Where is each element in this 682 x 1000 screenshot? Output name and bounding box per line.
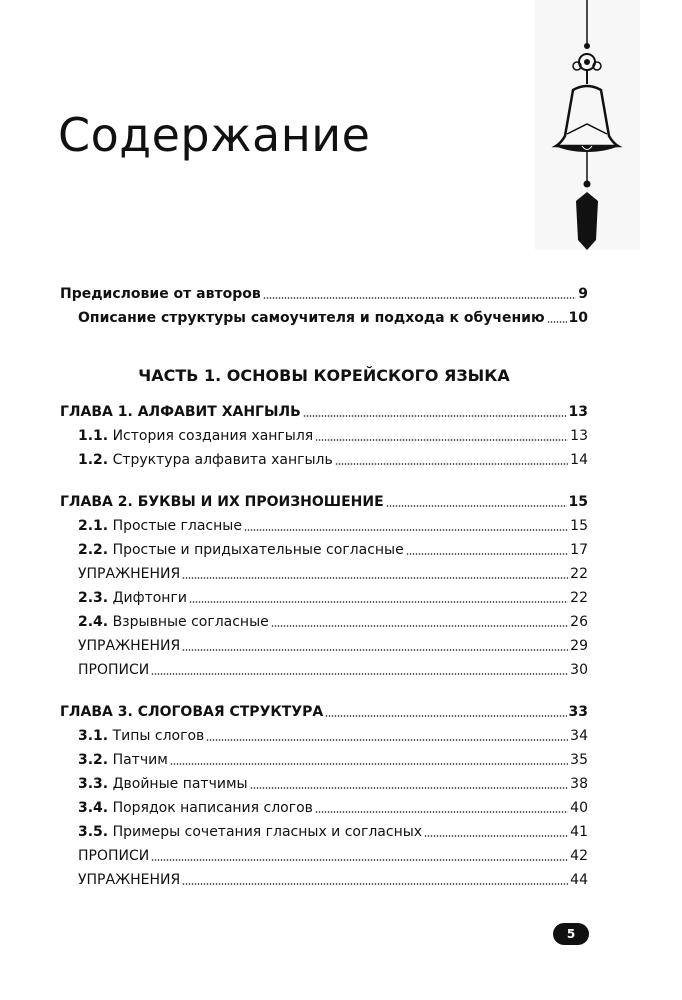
toc-entry-label xyxy=(78,514,242,538)
toc-entry-label xyxy=(78,634,180,658)
toc-entry-label: ГЛАВА 1. АЛФАВИТ ХАНГЫЛЬ xyxy=(60,404,301,420)
dot-leader xyxy=(189,601,568,603)
toc-section-entry[interactable] xyxy=(60,610,588,634)
section-title: УПРАЖНЕНИЯ xyxy=(78,566,181,582)
toc-chapter-entry[interactable] xyxy=(60,400,588,424)
section-number: 3.2. xyxy=(78,752,109,768)
toc-entry-label xyxy=(78,658,149,682)
toc-section-entry[interactable] xyxy=(60,868,588,892)
toc-page-number: 42 xyxy=(570,848,588,864)
part-heading: ЧАСТЬ 1. ОСНОВЫ КОРЕЙСКОГО ЯЗЫКА xyxy=(138,366,510,385)
toc-section-entry[interactable] xyxy=(60,634,588,658)
toc-page-number: 22 xyxy=(570,590,588,606)
dot-leader xyxy=(303,415,567,417)
toc-entry-label xyxy=(78,844,149,868)
toc-page-number: 41 xyxy=(570,824,588,840)
toc-entry-label: ГЛАВА 2. БУКВЫ И ИХ ПРОИЗНОШЕНИЕ xyxy=(60,494,384,510)
toc-page-number: 33 xyxy=(568,704,588,720)
page-number-badge: 5 xyxy=(553,923,589,945)
bell-illustration-icon xyxy=(535,0,640,250)
dot-leader xyxy=(206,739,568,741)
toc-page-number: 13 xyxy=(570,428,588,444)
section-number: 3.3. xyxy=(78,776,109,792)
toc-section-entry[interactable] xyxy=(60,586,588,610)
toc-section-entry[interactable] xyxy=(60,724,588,748)
toc-entry-preface[interactable] xyxy=(60,282,588,306)
toc-page-number: 17 xyxy=(570,542,588,558)
toc-page-number: 35 xyxy=(570,752,588,768)
dot-leader xyxy=(335,463,568,465)
dot-leader xyxy=(406,553,568,555)
section-title: Простые и придыхательные согласные xyxy=(112,542,404,558)
table-of-contents xyxy=(60,282,588,892)
toc-page-number: 38 xyxy=(570,776,588,792)
section-title: Типы слогов xyxy=(112,728,205,744)
toc-section-entry[interactable] xyxy=(60,424,588,448)
toc-page-number: 10 xyxy=(568,310,588,326)
section-title: Простые гласные xyxy=(112,518,242,534)
section-title: УПРАЖНЕНИЯ xyxy=(78,638,181,654)
section-number: 1.1. xyxy=(78,428,109,444)
toc-section-entry[interactable] xyxy=(60,448,588,472)
dot-leader xyxy=(151,859,568,861)
dot-leader xyxy=(325,715,566,717)
toc-page-number: 14 xyxy=(570,452,588,468)
toc-section-entry[interactable] xyxy=(60,772,588,796)
toc-entry-label: ГЛАВА 3. СЛОГОВАЯ СТРУКТУРА xyxy=(60,704,324,720)
toc-entry-label xyxy=(78,562,180,586)
toc-section-entry[interactable] xyxy=(60,820,588,844)
section-number: 3.1. xyxy=(78,728,109,744)
section-title: История создания хангыля xyxy=(112,428,314,444)
toc-entry-label xyxy=(78,820,422,844)
toc-chapter-entry[interactable] xyxy=(60,490,588,514)
toc-entry-label xyxy=(78,538,404,562)
section-title: Порядок написания слогов xyxy=(112,800,313,816)
dot-leader xyxy=(271,625,568,627)
toc-section-entry[interactable] xyxy=(60,844,588,868)
toc-entry-label xyxy=(78,724,204,748)
dot-leader xyxy=(182,883,568,885)
section-number: 2.4. xyxy=(78,614,109,630)
toc-entry-label xyxy=(78,772,248,796)
toc-entry-label: Описание структуры самоучителя и подхода к обучению xyxy=(78,310,545,326)
toc-section-entry[interactable] xyxy=(60,562,588,586)
toc-page-number: 15 xyxy=(570,518,588,534)
section-title: Дифтонги xyxy=(112,590,187,606)
toc-section-entry[interactable] xyxy=(60,538,588,562)
toc-page-number: 15 xyxy=(568,494,588,510)
section-number: 1.2. xyxy=(78,452,109,468)
toc-entry-label xyxy=(78,748,168,772)
chapter-list xyxy=(60,400,588,892)
toc-entry-structure[interactable] xyxy=(60,306,588,330)
toc-page-number: 40 xyxy=(570,800,588,816)
dot-leader xyxy=(263,297,577,299)
toc-page-number: 13 xyxy=(568,404,588,420)
section-number: 2.1. xyxy=(78,518,109,534)
toc-section-entry[interactable] xyxy=(60,514,588,538)
toc-entry-label xyxy=(78,868,180,892)
toc-page-number: 29 xyxy=(570,638,588,654)
section-number: 3.4. xyxy=(78,800,109,816)
section-title: Патчим xyxy=(112,752,168,768)
section-number: 2.3. xyxy=(78,590,109,606)
toc-page-number: 9 xyxy=(578,286,588,302)
dot-leader xyxy=(244,529,568,531)
dot-leader xyxy=(182,577,568,579)
dot-leader xyxy=(250,787,569,789)
page-title: Содержание xyxy=(58,108,371,162)
section-number: 3.5. xyxy=(78,824,109,840)
dot-leader xyxy=(315,439,568,441)
section-title: Взрывные согласные xyxy=(112,614,269,630)
toc-page-number: 44 xyxy=(570,872,588,888)
dot-leader xyxy=(386,505,567,507)
section-number: 2.2. xyxy=(78,542,109,558)
dot-leader xyxy=(170,763,568,765)
dot-leader xyxy=(315,811,568,813)
toc-entry-label xyxy=(78,424,313,448)
toc-entry-label xyxy=(78,586,187,610)
toc-section-entry[interactable] xyxy=(60,748,588,772)
toc-section-entry[interactable] xyxy=(60,796,588,820)
section-title: Примеры сочетания гласных и согласных xyxy=(112,824,423,840)
dot-leader xyxy=(151,673,568,675)
toc-entry-label: Предисловие от авторов xyxy=(60,286,261,302)
toc-entry-label xyxy=(78,796,313,820)
dot-leader xyxy=(547,321,567,323)
toc-chapter-entry[interactable] xyxy=(60,700,588,724)
section-title: ПРОПИСИ xyxy=(78,848,150,864)
toc-page-number: 26 xyxy=(570,614,588,630)
toc-entry-label xyxy=(78,610,269,634)
toc-page-number: 22 xyxy=(570,566,588,582)
section-title: УПРАЖНЕНИЯ xyxy=(78,872,181,888)
dot-leader xyxy=(182,649,568,651)
toc-page-number: 34 xyxy=(570,728,588,744)
section-title: ПРОПИСИ xyxy=(78,662,150,678)
toc-section-entry[interactable] xyxy=(60,658,588,682)
toc-page-number: 30 xyxy=(570,662,588,678)
section-title: Структура алфавита хангыль xyxy=(112,452,333,468)
dot-leader xyxy=(424,835,568,837)
toc-entry-label xyxy=(78,448,333,472)
section-title: Двойные патчимы xyxy=(112,776,248,792)
